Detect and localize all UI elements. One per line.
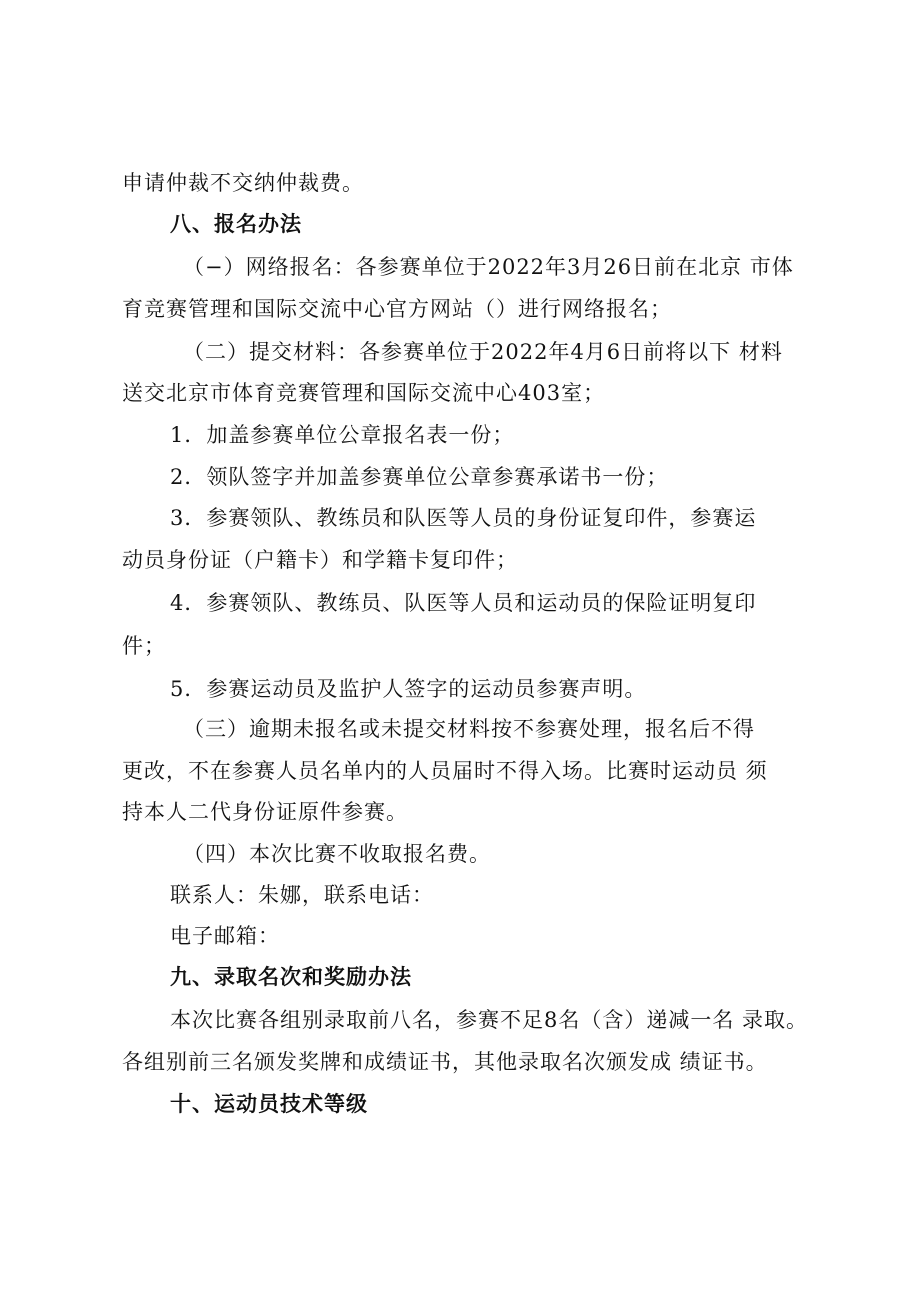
list-item: 2．领队签字并加盖参赛单位公章参赛承诺书一份；	[170, 465, 669, 489]
list-item: 5．参赛运动员及监护人签字的运动员参赛声明。	[170, 677, 647, 701]
list-item: 4．参赛领队、教练员、队医等人员和运动员的保险证明复印	[170, 591, 757, 615]
paragraph-line: 件；	[122, 634, 166, 658]
email-line: 电子邮箱：	[170, 924, 280, 948]
section-heading-8: 八、报名办法	[170, 212, 302, 236]
section-heading-10: 十、运动员技术等级	[170, 1092, 368, 1116]
paragraph-line: 动员身份证（户籍卡）和学籍卡复印件；	[122, 548, 518, 572]
paragraph-line: （−）网络报名：各参赛单位于2022年3月26日前在北京 市体	[183, 255, 794, 279]
paragraph-line: （三）逾期未报名或未提交材料按不参赛处理，报名后不得	[183, 717, 755, 741]
paragraph-line: （二）提交材料：各参赛单位于2022年4月6日前将以下 材料	[183, 340, 783, 364]
paragraph-line: 本次比赛各组别录取前八名，参赛不足8名（含）递减一名 录取。	[170, 1008, 809, 1032]
contact-line: 联系人：朱娜，联系电话：	[170, 883, 434, 907]
list-item: 3．参赛领队、教练员和队医等人员的身份证复印件，参赛运	[170, 506, 757, 530]
paragraph-line: 育竞赛管理和国际交流中心官方网站（）进行网络报名；	[122, 297, 672, 321]
paragraph-line: 更改，不在参赛人员名单内的人员届时不得入场。比赛时运动员 须	[122, 759, 768, 783]
paragraph-line: 各组别前三名颁发奖牌和成绩证书，其他录取名次颁发成 绩证书。	[122, 1050, 768, 1074]
paragraph-line: 申请仲裁不交纳仲裁费。	[122, 171, 364, 195]
paragraph-line: （四）本次比赛不收取报名费。	[183, 842, 491, 866]
paragraph-line: 送交北京市体育竞赛管理和国际交流中心403室；	[122, 381, 606, 405]
list-item: 1．加盖参赛单位公章报名表一份；	[170, 423, 515, 447]
paragraph-line: 持本人二代身份证原件参赛。	[122, 800, 408, 824]
section-heading-9: 九、录取名次和奖励办法	[170, 965, 412, 989]
